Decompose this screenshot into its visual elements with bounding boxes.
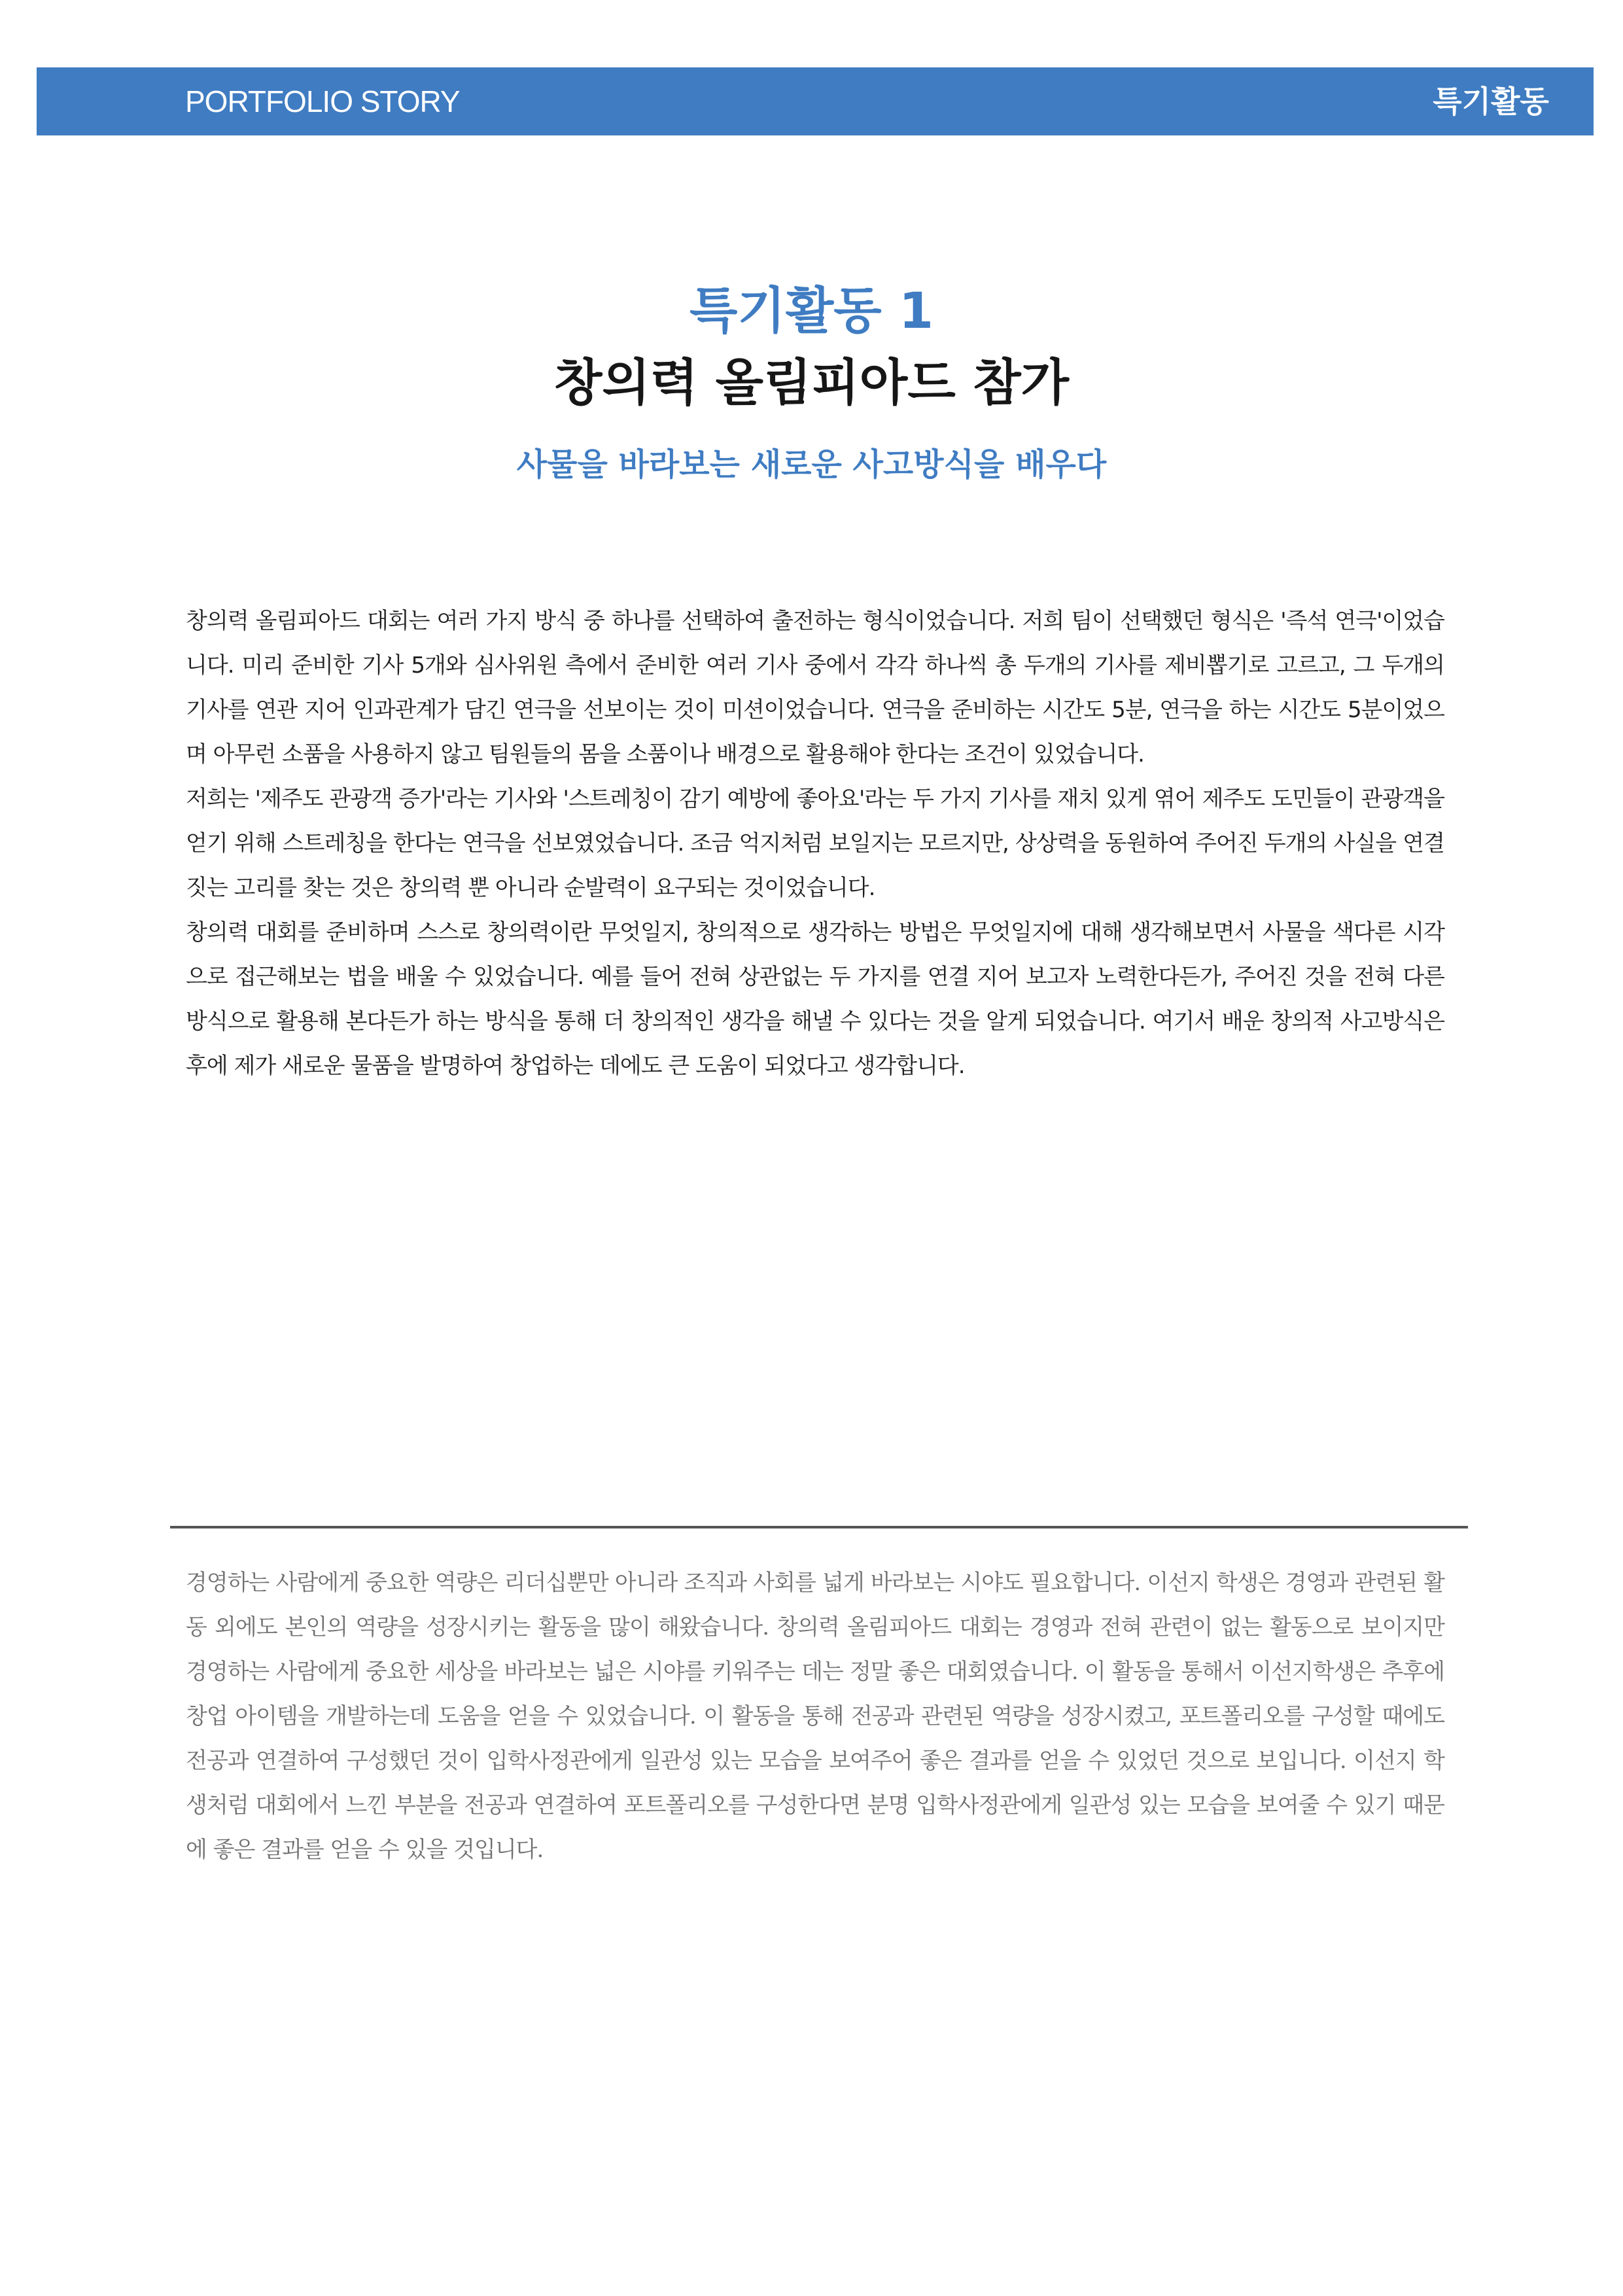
body-paragraph: 창의력 대회를 준비하며 스스로 창의력이란 무엇일지, 창의적으로 생각하는 방법은 무엇일지에 대해 생각해보면서 사물을 색다른 시각으로 접근해보는 법을 배울 수 있었습니다. 예를 들어 전혀 상관없는 두 가지를 연결 지어 보고자 노력한다든가, 주어진 것을 전혀 다른 방식으로 활용해 본다든가 하는 방식을 통해 더 창의적인 생각을 해낼 수 있다는 것을 알게 되었습니다. 여기서 배운 창의적 사고방식은 후에 제가 새로운 물품을 발명하여 창업하는 데에도 큰 도움이 되었다고 생각합니다.	[186, 919, 1444, 1079]
review-paragraph: 경영하는 사람에게 중요한 역량은 리더십뿐만 아니라 조직과 사회를 넓게 바라보는 시야도 필요합니다. 이선지 학생은 경영과 관련된 활동 외에도 본인의 역량을 성장시키는 활동을 많이 해왔습니다. 창의력 올림피아드 대회는 경영과 전혀 관련이 없는 활동으로 보이지만 경영하는 사람에게 중요한 세상을 바라보는 넓은 시야를 키워주는 데는 정말 좋은 대회였습니다. 이 활동을 통해서 이선지학생은 추후에 창업 아이템을 개발하는데 도움을 얻을 수 있었습니다. 이 활동을 통해 전공과 관련된 역량을 성장시켰고, 포트폴리오를 구성할 때에도 전공과 연결하여 구성했던 것이 입학사정관에게 일관성 있는 모습을 보여주어 좋은 결과를 얻을 수 있었던 것으로 보입니다. 이선지 학생처럼 대회에서 느낀 부분을 전공과 연결하여 포트폴리오를 구성한다면 분명 입학사정관에게 일관성 있는 모습을 보여줄 수 있기 때문에 좋은 결과를 얻을 수 있을 것입니다.	[186, 1570, 1444, 1863]
review-text	[186, 1561, 1444, 1872]
body-text	[186, 599, 1444, 1088]
brand-title: PORTFOLIO STORY	[185, 84, 460, 118]
header-bar	[37, 67, 1594, 135]
activity-title: 창의력 올림피아드 참가	[553, 353, 1070, 412]
section-divider	[170, 1526, 1468, 1528]
body-paragraph: 저희는 '제주도 관광객 증가'라는 기사와 '스트레칭이 감기 예방에 좋아요'라는 두 가지 기사를 재치 있게 엮어 제주도 도민들이 관광객을 얻기 위해 스트레칭을 한다는 연극을 선보였었습니다. 조금 억지처럼 보일지는 모르지만, 상상력을 동원하여 주어진 두개의 사실을 연결 짓는 고리를 찾는 것은 창의력 뿐 아니라 순발력이 요구되는 것이었습니다.	[186, 786, 1444, 901]
section-tag: 특기활동	[1433, 84, 1549, 119]
activity-subtitle: 사물을 바라보는 새로운 사고방식을 배우다	[516, 446, 1107, 483]
body-paragraph: 창의력 올림피아드 대회는 여러 가지 방식 중 하나를 선택하여 출전하는 형식이었습니다. 저희 팀이 선택했던 형식은 '즉석 연극'이었습니다. 미리 준비한 기사 5개와 심사위원 측에서 준비한 여러 기사 중에서 각각 하나씩 총 두개의 기사를 제비뽑기로 고르고, 그 두개의 기사를 연관 지어 인과관계가 담긴 연극을 선보이는 것이 미션이었습니다. 연극을 준비하는 시간도 5분, 연극을 하는 시간도 5분이었으며 아무런 소품을 사용하지 않고 팀원들의 몸을 소품이나 배경으로 활용해야 한다는 조건이 있었습니다.	[186, 608, 1444, 768]
activity-label: 특기활동 1	[689, 281, 934, 340]
